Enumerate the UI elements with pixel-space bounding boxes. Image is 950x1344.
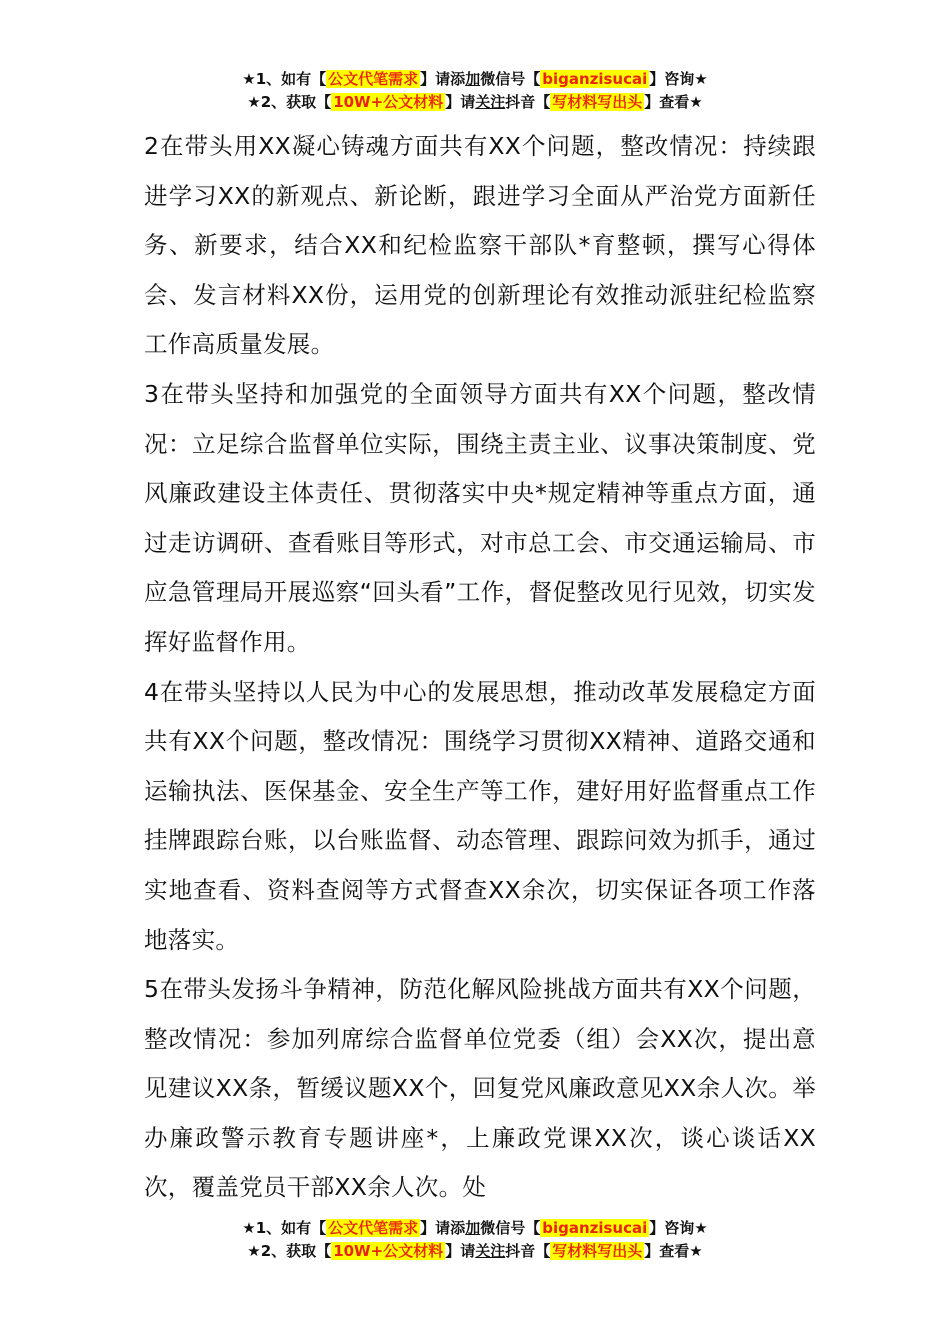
- document-body: [144, 122, 816, 1213]
- banner-underlined: 加: [465, 70, 481, 88]
- paragraph-4: 4在带头坚持以人民为中心的发展思想，推动改革发展稳定方面共有XX个问题，整改情况：围绕学习贯彻XX精神、道路交通和运输执法、医保基金、安全生产等工作，建好用好监督重点工作挂牌跟踪台账，以台账监督、动态管理、跟踪问效为抓手，通过实地查看、资料查阅等方式督查XX余次，切实保证各项工作落地落实。: [144, 677, 816, 954]
- banner-text: 】请: [445, 93, 476, 111]
- banner-text: ★1、如有【: [242, 70, 327, 88]
- banner-text: 微信号【: [480, 1219, 541, 1237]
- banner-highlight: 公文代笔需求: [328, 70, 419, 88]
- banner-line-2: [0, 1240, 950, 1263]
- banner-highlight: 公文代笔需求: [328, 1219, 419, 1237]
- banner-highlight: biganzisucai: [542, 70, 648, 88]
- header-banner: [0, 68, 950, 114]
- banner-text: 】查看★: [644, 93, 703, 111]
- banner-highlight: 10W+公文材料: [333, 1242, 444, 1260]
- paragraph-2: 2在带头用XX凝心铸魂方面共有XX个问题，整改情况：持续跟进学习XX的新观点、新论断，跟进学习全面从严治党方面新任务、新要求，结合XX和纪检监察干部队*育整顿，撰写心得体会、发言材料XX份，运用党的创新理论有效推动派驻纪检监察工作高质量发展。: [144, 132, 816, 359]
- banner-line-1: [0, 1217, 950, 1240]
- banner-text: 】咨询★: [649, 70, 708, 88]
- banner-highlight: biganzisucai: [542, 1219, 648, 1237]
- banner-highlight: 写材料写出头: [552, 93, 643, 111]
- banner-underlined: 关注: [475, 93, 506, 111]
- paragraph-3: 3在带头坚持和加强党的全面领导方面共有XX个问题，整改情况：立足综合监督单位实际，围绕主责主业、议事决策制度、党风廉政建设主体责任、贯彻落实中央*规定精神等重点方面，通过走访调研、查看账目等形式，对市总工会、市交通运输局、市应急管理局开展巡察“回头看”工作，督促整改见行见效，切实发挥好监督作用。: [144, 379, 816, 656]
- banner-highlight: 写材料写出头: [552, 1242, 643, 1260]
- banner-highlight: 10W+公文材料: [333, 93, 444, 111]
- banner-text: 】咨询★: [649, 1219, 708, 1237]
- banner-text: ★1、如有【: [242, 1219, 327, 1237]
- banner-text: 】请: [445, 1242, 476, 1260]
- banner-text: 微信号【: [480, 70, 541, 88]
- banner-text: 】请添: [420, 1219, 466, 1237]
- paragraph-5: 5在带头发扬斗争精神，防范化解风险挑战方面共有XX个问题，整改情况：参加列席综合监督单位党委（组）会XX次，提出意见建议XX条，暂缓议题XX个，回复党风廉政意见XX余人次。举办廉政警示教育专题讲座*，上廉政党课XX次，谈心谈话XX次，覆盖党员干部XX余人次。处: [144, 975, 816, 1202]
- banner-text: 】查看★: [644, 1242, 703, 1260]
- banner-text: 抖音【: [505, 1242, 551, 1260]
- banner-underlined: 加: [465, 1219, 481, 1237]
- banner-text: ★2、获取【: [247, 93, 332, 111]
- banner-text: ★2、获取【: [247, 1242, 332, 1260]
- banner-text: 抖音【: [505, 93, 551, 111]
- footer-banner: [0, 1217, 950, 1263]
- banner-underlined: 关注: [475, 1242, 506, 1260]
- banner-line-1: [0, 68, 950, 91]
- banner-line-2: [0, 91, 950, 114]
- banner-text: 】请添: [420, 70, 466, 88]
